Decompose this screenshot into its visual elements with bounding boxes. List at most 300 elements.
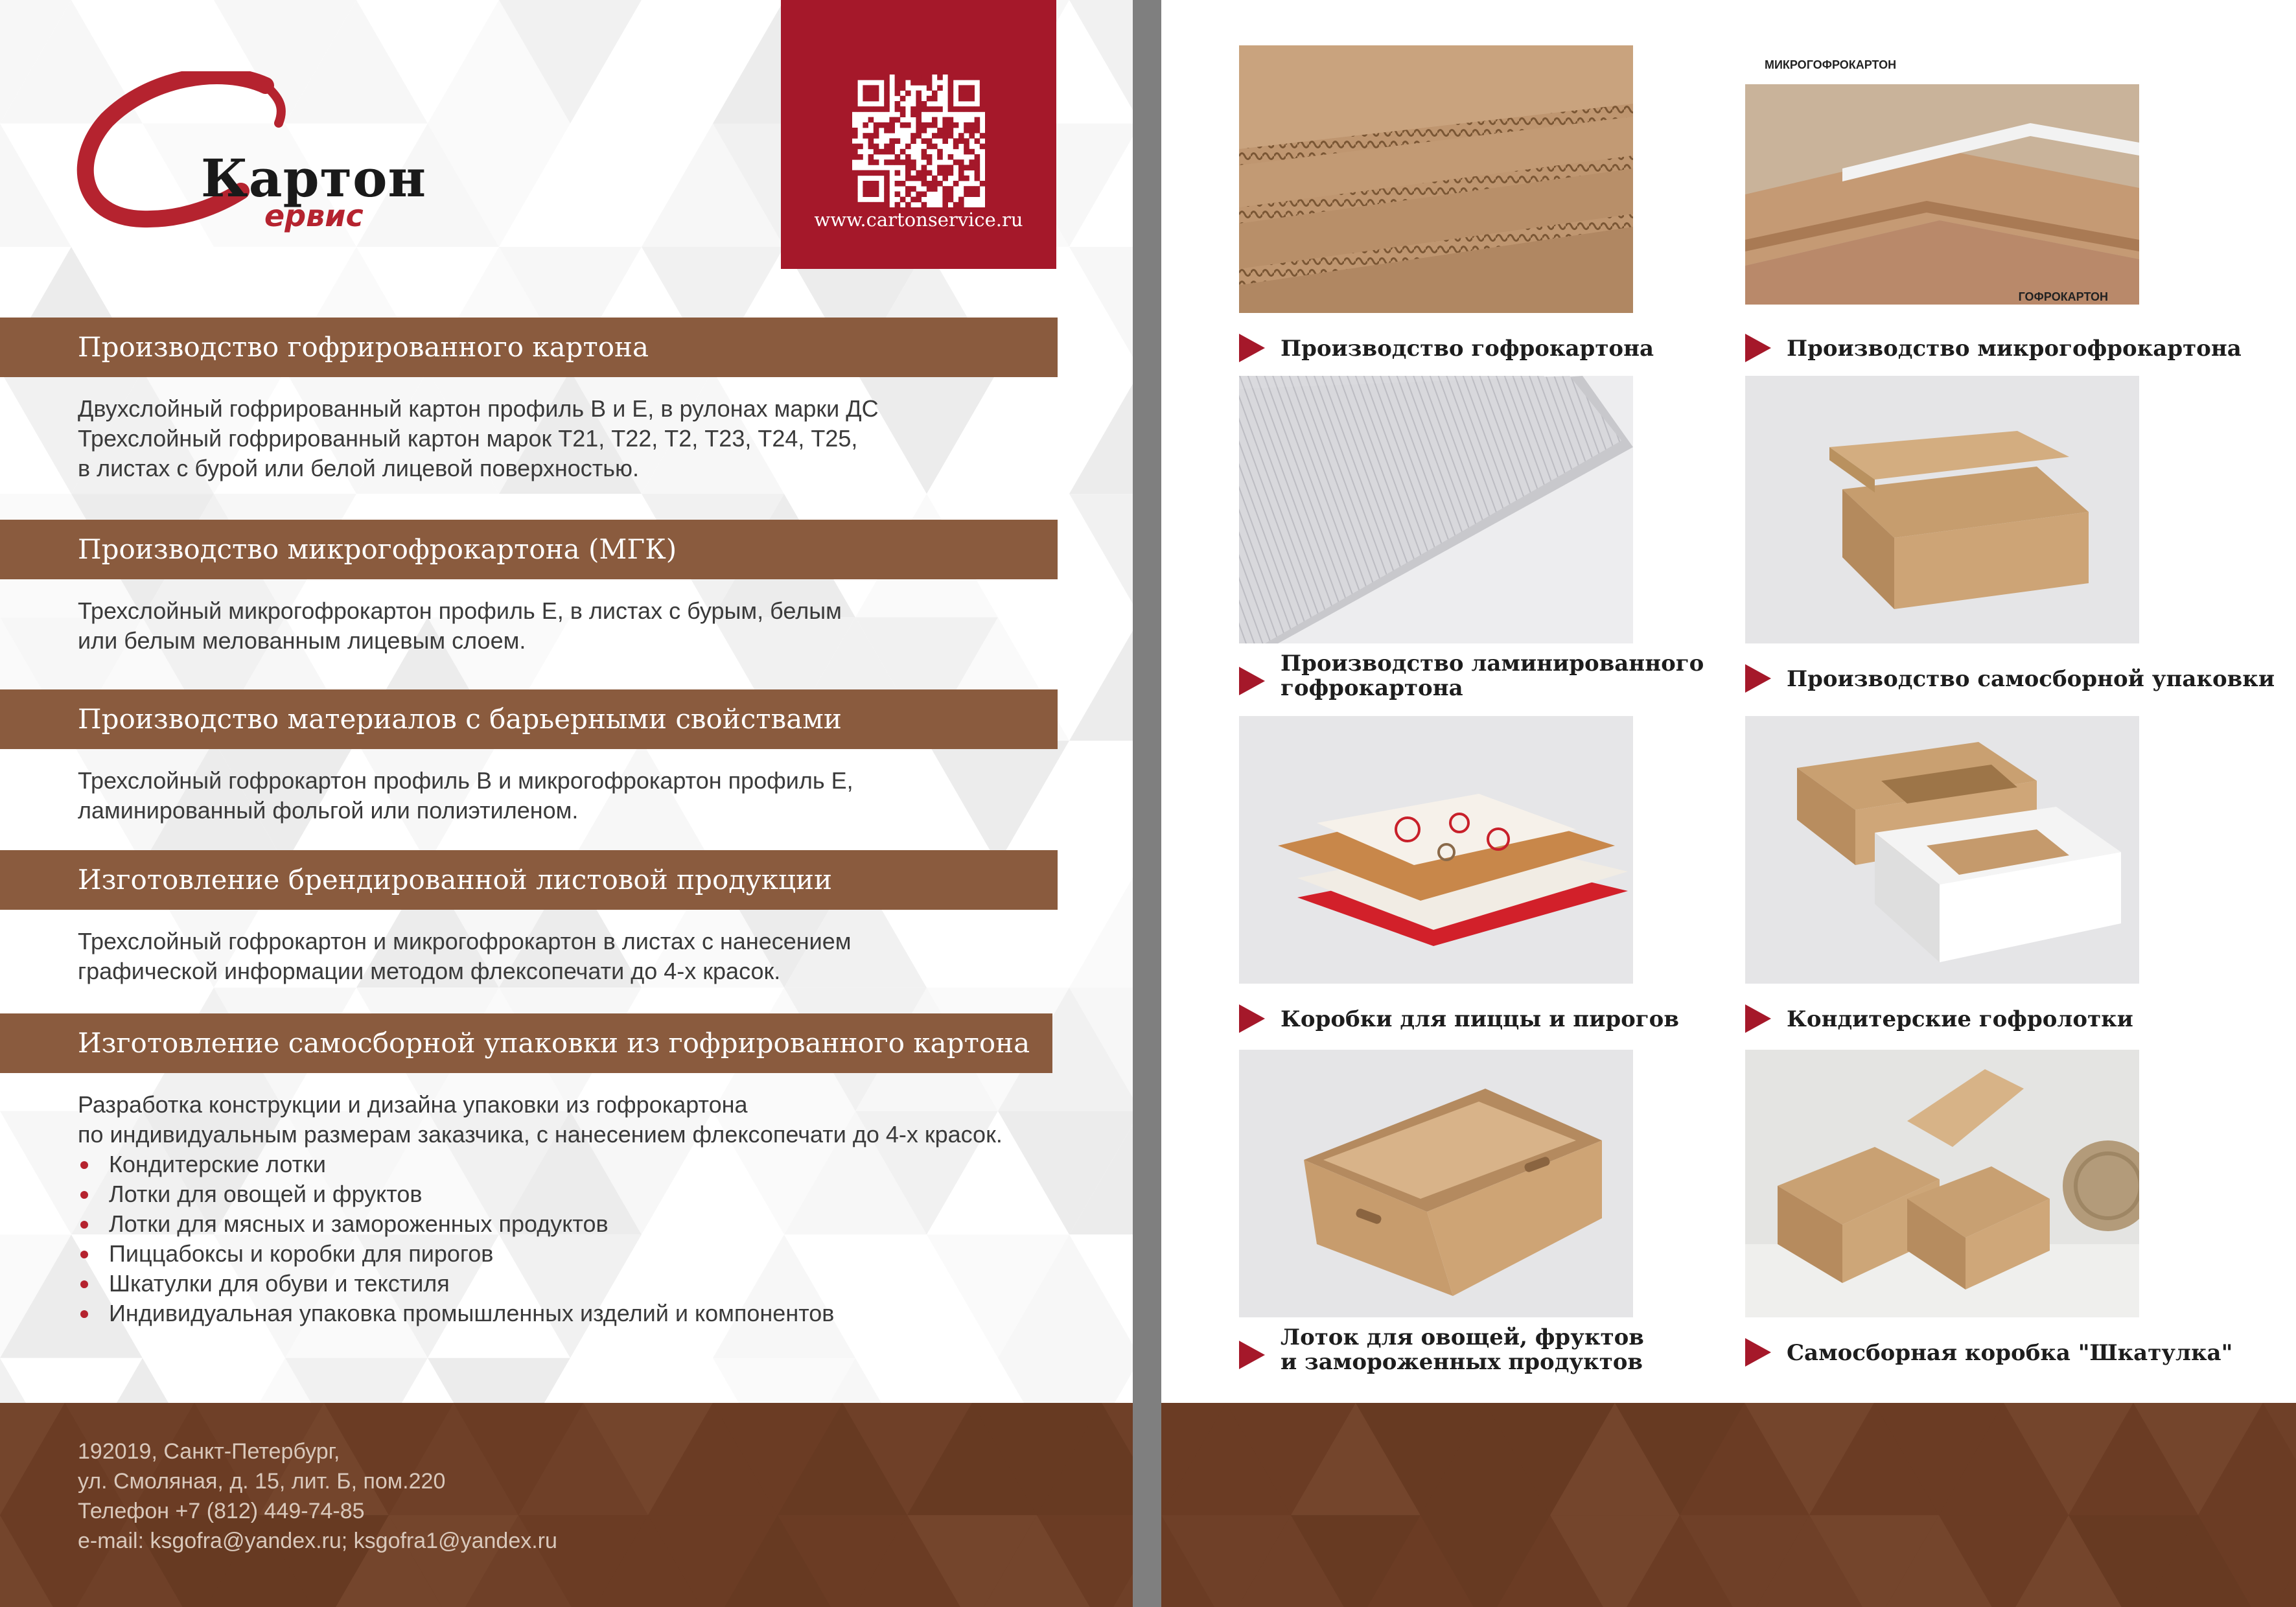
qr-module [980, 106, 985, 112]
caption-arrow-icon [1745, 1004, 1771, 1033]
qr-module [884, 197, 890, 203]
qr-module [922, 122, 927, 128]
qr-module [948, 165, 954, 170]
qr-module [895, 191, 901, 197]
qr-module [948, 80, 954, 86]
qr-module [884, 149, 890, 155]
qr-module [884, 96, 890, 102]
qr-module [948, 133, 954, 139]
qr-module [948, 75, 954, 80]
text-line: ламинированный фольгой или полиэтиленом. [78, 797, 579, 824]
qr-module [874, 149, 879, 155]
qr-module [964, 149, 969, 155]
logo-word: Картон [201, 148, 427, 209]
qr-module [868, 96, 874, 102]
caption-text: Производство микрогофрокартона [1787, 336, 2242, 362]
qr-module [964, 138, 969, 144]
qr-module [905, 176, 911, 181]
qr-module [937, 165, 943, 170]
qr-module [884, 170, 890, 176]
qr-module [852, 149, 858, 155]
qr-module [889, 117, 895, 123]
text-line: Трехслойный гофрокартон и микрогофрокартон в листах с нанесением [78, 928, 852, 954]
text-line: или белым мелованным лицевым слоем. [78, 627, 526, 654]
qr-module [905, 191, 911, 197]
text-line: графической информации методом флексопечати до 4-х красок. [78, 958, 781, 984]
qr-module [932, 186, 938, 192]
company-logo [71, 71, 427, 233]
qr-module [916, 191, 922, 197]
qr-module [916, 75, 922, 80]
qr-module [969, 133, 975, 139]
caption-text: Самосборная коробка "Шкатулка" [1787, 1340, 2233, 1366]
corrugated-sheets-photo [1239, 45, 1633, 313]
qr-module [852, 144, 858, 150]
qr-module [922, 176, 927, 181]
qr-module [910, 176, 916, 181]
qr-module [868, 202, 874, 207]
qr-module [905, 186, 911, 192]
qr-module [958, 85, 964, 91]
qr-module [863, 106, 868, 112]
qr-module [942, 186, 948, 192]
qr-module [895, 154, 901, 160]
qr-module [905, 170, 911, 176]
qr-module [895, 117, 901, 123]
qr-module [969, 128, 975, 133]
text-line: Трехслойный гофрированный картон марок Т21, Т22, Т2, Т23, Т24, Т25, [78, 425, 858, 452]
qr-module [937, 170, 943, 176]
qr-module [975, 75, 980, 80]
qr-module [874, 159, 879, 165]
qr-module [868, 159, 874, 165]
qr-module [980, 96, 985, 102]
qr-module [922, 106, 927, 112]
qr-module [910, 133, 916, 139]
product-photo [1239, 376, 1633, 643]
qr-module [958, 133, 964, 139]
caption-text: Производство гофрокартона [1281, 336, 1654, 362]
bullet-item: Пиццабоксы и коробки для пирогов [78, 1239, 1003, 1269]
qr-module [980, 91, 985, 97]
qr-module [863, 202, 868, 207]
left-page [0, 0, 1133, 1403]
qr-module [969, 122, 975, 128]
qr-module [863, 191, 868, 197]
qr-module [927, 80, 933, 86]
qr-module [942, 128, 948, 133]
qr-module [905, 91, 911, 97]
product-photo [1239, 716, 1633, 984]
qr-module [922, 202, 927, 207]
qr-module [916, 176, 922, 181]
qr-module [958, 91, 964, 97]
qr-module [910, 138, 916, 144]
qr-module [868, 85, 874, 91]
section-text [78, 394, 879, 483]
qr-module [884, 181, 890, 187]
qr-module [969, 106, 975, 112]
qr-module [910, 186, 916, 192]
qr-module [857, 170, 863, 176]
qr-module [980, 75, 985, 80]
qr-module [964, 75, 969, 80]
qr-module [927, 186, 933, 192]
qr-module [980, 181, 985, 187]
qr-module [932, 176, 938, 181]
qr-module [884, 101, 890, 107]
qr-module [937, 181, 943, 187]
product-photo [1239, 1050, 1633, 1317]
product-photo [1745, 45, 2139, 313]
qr-module [895, 138, 901, 144]
qr-module [958, 106, 964, 112]
qr-module [863, 181, 868, 187]
qr-module [948, 170, 954, 176]
qr-module [948, 117, 954, 123]
qr-module [900, 159, 906, 165]
micro-corrugated-photo [1745, 45, 2139, 313]
section-title: Производство микрогофрокартона (МГК) [78, 533, 677, 565]
qr-module [932, 96, 938, 102]
qr-module [889, 128, 895, 133]
section-text [78, 596, 842, 656]
qr-module [863, 96, 868, 102]
qr-module [852, 170, 858, 176]
text-line: Трехслойный микрогофрокартон профиль Е, в листах с бурым, белым [78, 597, 842, 624]
qr-module [964, 91, 969, 97]
product-photo [1745, 376, 2139, 643]
qr-module [868, 138, 874, 144]
page-divider [1133, 0, 1161, 1607]
right-page [1161, 0, 2296, 1403]
qr-module [889, 149, 895, 155]
caption-arrow-icon [1745, 664, 1771, 693]
bullet-item: Лотки для мясных и замороженных продуктов [78, 1209, 1003, 1239]
text-line: в листах с бурой или белой лицевой поверхностью. [78, 455, 639, 481]
qr-module [852, 186, 858, 192]
qr-module [958, 176, 964, 181]
qr-module [964, 165, 969, 170]
section-text [78, 766, 853, 826]
qr-module [948, 128, 954, 133]
qr-module [927, 85, 933, 91]
qr-module [948, 197, 954, 203]
street-line: ул. Смоляная, д. 15, лит. Б, пом.220 [78, 1469, 446, 1494]
qr-module [868, 106, 874, 112]
qr-module [932, 133, 938, 139]
qr-module [916, 96, 922, 102]
qr-module [969, 159, 975, 165]
qr-module [942, 191, 948, 197]
qr-module [975, 128, 980, 133]
qr-module [916, 197, 922, 203]
qr-module [964, 186, 969, 192]
qr-module [895, 75, 901, 80]
qr-module [910, 111, 916, 117]
qr-module [874, 75, 879, 80]
caption-text: Производство самосборной упаковки [1787, 666, 2275, 692]
qr-module [948, 106, 954, 112]
qr-module [958, 96, 964, 102]
qr-module [905, 122, 911, 128]
right-footer [1161, 1403, 2296, 1607]
qr-module [969, 191, 975, 197]
qr-module [922, 75, 927, 80]
qr-module [852, 96, 858, 102]
qr-module [852, 176, 858, 181]
pizza-box-photo [1239, 716, 1633, 984]
qr-module [937, 133, 943, 139]
qr-module [895, 181, 901, 187]
caption-text-line-2: гофрокартона [1281, 675, 1463, 701]
qr-module [980, 133, 985, 139]
qr-module [900, 80, 906, 86]
qr-module [922, 165, 927, 170]
qr-module [922, 181, 927, 187]
qr-module [905, 165, 911, 170]
qr-module [958, 159, 964, 165]
qr-module [874, 91, 879, 97]
qr-module [895, 91, 901, 97]
qr-module [964, 144, 969, 150]
qr-module [910, 197, 916, 203]
qr-module [884, 75, 890, 80]
qr-module [975, 191, 980, 197]
qr-module [932, 91, 938, 97]
caption-arrow-icon [1239, 1004, 1265, 1033]
photo-label-top: МИКРОГОФРОКАРТОН [1765, 58, 1897, 71]
qr-module [975, 138, 980, 144]
qr-module [969, 75, 975, 80]
caption-arrow-icon [1239, 334, 1265, 362]
qr-module [852, 133, 858, 139]
self-assembly-box-photo [1745, 376, 2139, 643]
qr-module [980, 144, 985, 150]
qr-module [953, 181, 959, 187]
qr-module [905, 154, 911, 160]
qr-module [916, 101, 922, 107]
contacts-footer [0, 1403, 1133, 1607]
qr-module [927, 138, 933, 144]
qr-module [975, 122, 980, 128]
qr-module [874, 106, 879, 112]
section-title: Изготовление брендированной листовой продукции [78, 864, 833, 896]
qr-module [916, 106, 922, 112]
qr-module [863, 186, 868, 192]
qr-code [852, 75, 985, 207]
qr-module [868, 181, 874, 187]
qr-module [969, 96, 975, 102]
qr-module [868, 75, 874, 80]
qr-module [900, 106, 906, 112]
qr-module [980, 85, 985, 91]
qr-module [948, 122, 954, 128]
qr-module [958, 170, 964, 176]
qr-module [889, 122, 895, 128]
qr-module [916, 170, 922, 176]
qr-module [905, 144, 911, 150]
qr-module [958, 75, 964, 80]
caption-arrow-icon [1239, 667, 1265, 695]
qr-module [879, 122, 885, 128]
qr-module [942, 202, 948, 207]
qr-module [874, 202, 879, 207]
qr-module [937, 128, 943, 133]
qr-module [852, 202, 858, 207]
qr-module [852, 75, 858, 80]
qr-module [884, 122, 890, 128]
qr-module [916, 133, 922, 139]
qr-module [900, 85, 906, 91]
qr-module [884, 144, 890, 150]
qr-module [895, 202, 901, 207]
qr-module [953, 138, 959, 144]
qr-module [942, 170, 948, 176]
qr-module [889, 144, 895, 150]
qr-module [857, 202, 863, 207]
qr-module [900, 75, 906, 80]
product-photo [1745, 1050, 2139, 1317]
qr-module [900, 111, 906, 117]
qr-module [884, 85, 890, 91]
qr-module [852, 197, 858, 203]
qr-module [863, 170, 868, 176]
qr-module [953, 202, 959, 207]
qr-module [969, 186, 975, 192]
qr-module [857, 75, 863, 80]
qr-module [975, 117, 980, 123]
qr-module [874, 181, 879, 187]
qr-module [937, 154, 943, 160]
qr-module [916, 117, 922, 123]
qr-module [884, 202, 890, 207]
qr-module [948, 96, 954, 102]
qr-module [964, 128, 969, 133]
qr-module [958, 197, 964, 203]
qr-module [922, 138, 927, 144]
qr-module [852, 191, 858, 197]
qr-module [916, 128, 922, 133]
qr-module [922, 101, 927, 107]
qr-module [852, 101, 858, 107]
qr-module [942, 176, 948, 181]
text-line: по индивидуальным размерам заказчика, с нанесением флексопечати до 4-х красок. [78, 1121, 1003, 1148]
qr-module [852, 85, 858, 91]
shkatulka-box-photo [1745, 1050, 2139, 1317]
qr-module [868, 133, 874, 139]
qr-module [927, 96, 933, 102]
caption-arrow-icon [1239, 1341, 1265, 1369]
qr-module [975, 170, 980, 176]
qr-module [900, 197, 906, 203]
qr-module [964, 122, 969, 128]
qr-module [922, 149, 927, 155]
qr-module [874, 170, 879, 176]
qr-module [916, 80, 922, 86]
qr-module [900, 122, 906, 128]
qr-module [879, 202, 885, 207]
qr-module [863, 85, 868, 91]
qr-module [863, 75, 868, 80]
qr-module [958, 202, 964, 207]
qr-module [868, 170, 874, 176]
qr-block[interactable] [781, 0, 1056, 269]
qr-module [874, 144, 879, 150]
qr-module [922, 128, 927, 133]
bullet-item: Лотки для овощей и фруктов [78, 1179, 1003, 1209]
qr-module [852, 91, 858, 97]
laminated-sheets-photo [1239, 376, 1633, 643]
qr-module [879, 149, 885, 155]
qr-module [937, 106, 943, 112]
qr-module [857, 154, 863, 160]
qr-module [942, 165, 948, 170]
qr-module [975, 186, 980, 192]
qr-module [927, 106, 933, 112]
qr-module [863, 122, 868, 128]
qr-module [884, 159, 890, 165]
qr-module [884, 191, 890, 197]
qr-module [932, 117, 938, 123]
qr-module [942, 197, 948, 203]
caption-text-line-2: и замороженных продуктов [1281, 1349, 1643, 1375]
section-text [78, 1090, 1003, 1328]
qr-module [910, 106, 916, 112]
qr-module [857, 106, 863, 112]
qr-module [975, 154, 980, 160]
qr-module [942, 138, 948, 144]
qr-module [980, 101, 985, 107]
qr-module [905, 202, 911, 207]
qr-module [937, 85, 943, 91]
bullet-list [78, 1150, 1003, 1328]
qr-module [895, 170, 901, 176]
qr-module [916, 122, 922, 128]
caption-text-line-1: Производство ламинированного [1281, 651, 1704, 676]
section-text [78, 927, 852, 986]
qr-module [922, 170, 927, 176]
qr-module [953, 106, 959, 112]
footer-pattern [1161, 1403, 2296, 1607]
qr-module [927, 181, 933, 187]
qr-module [852, 80, 858, 86]
email-line[interactable]: e-mail: ksgofra@yandex.ru; ksgofra1@yandex.ru [78, 1529, 557, 1553]
phone-line[interactable]: Телефон +7 (812) 449-74-85 [78, 1499, 365, 1523]
qr-module [863, 133, 868, 139]
qr-module [905, 159, 911, 165]
qr-module [975, 165, 980, 170]
website-url[interactable]: www.cartonservice.ru [814, 209, 1023, 231]
text-line: Трехслойный гофрокартон профиль В и микрогофрокартон профиль Е, [78, 767, 853, 794]
qr-module [937, 149, 943, 155]
qr-module [874, 133, 879, 139]
qr-module [910, 165, 916, 170]
qr-module [874, 128, 879, 133]
qr-module [958, 138, 964, 144]
qr-module [879, 170, 885, 176]
qr-module [874, 191, 879, 197]
logo-subword: ервис [264, 198, 364, 233]
qr-module [922, 154, 927, 160]
qr-module [948, 91, 954, 97]
qr-module [975, 159, 980, 165]
caption-arrow-icon [1745, 1338, 1771, 1367]
qr-module [975, 106, 980, 112]
qr-module [874, 96, 879, 102]
qr-module [953, 75, 959, 80]
qr-module [884, 106, 890, 112]
